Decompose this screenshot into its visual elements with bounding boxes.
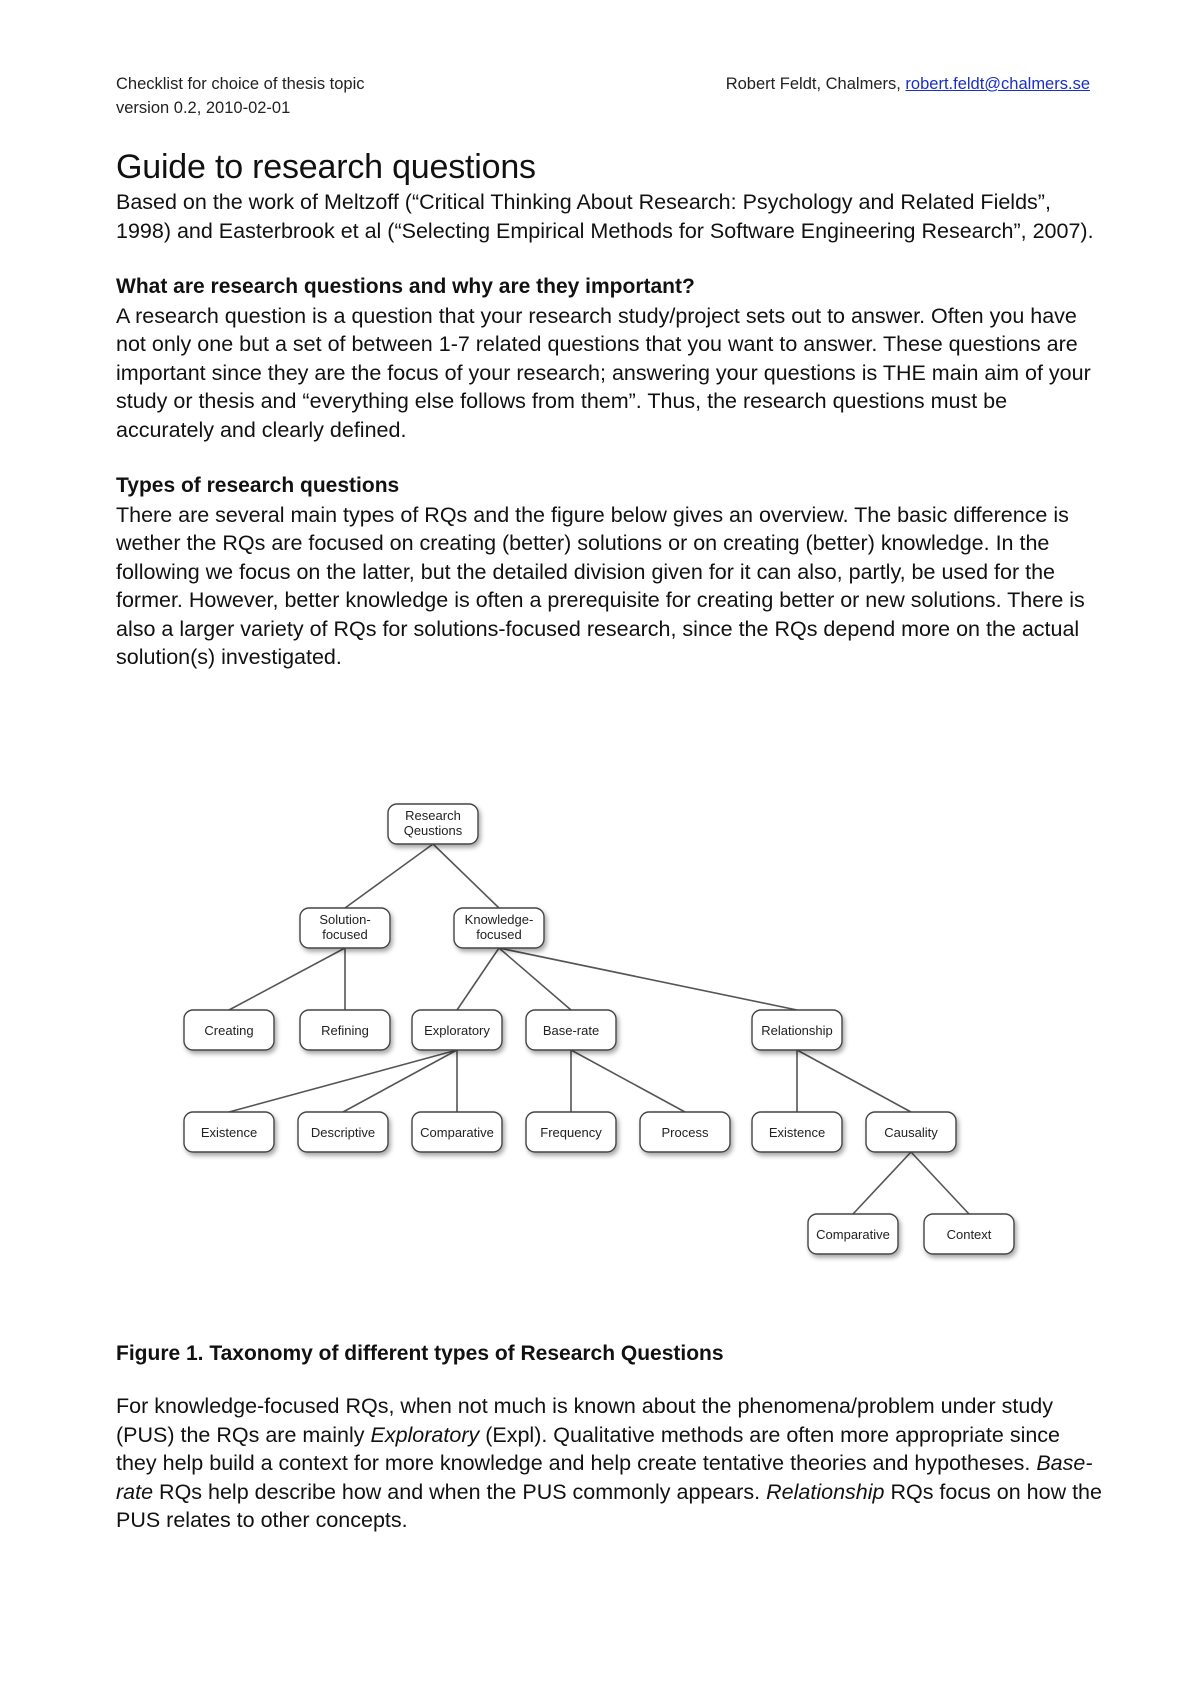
node-label: Descriptive bbox=[310, 1125, 376, 1140]
node-knowledge bbox=[454, 908, 544, 948]
node-refining bbox=[300, 1010, 390, 1050]
page-title: Guide to research questions bbox=[116, 148, 536, 186]
author-email-link[interactable]: robert.feldt@chalmers.se bbox=[905, 75, 1090, 93]
edge-knowledge-relationship bbox=[499, 948, 797, 1010]
node-context bbox=[924, 1214, 1014, 1254]
node-label: Research bbox=[405, 808, 461, 823]
node-label: Qeustions bbox=[403, 823, 463, 838]
node-label: Existence bbox=[200, 1125, 258, 1140]
node-label: Frequency bbox=[540, 1125, 602, 1140]
section-body-types: There are several main types of RQs and the figure below gives an overview. The basic difference is wether the RQs are focused on creating (better) solutions or on creating (better) knowledge. In the following we focus on the latter, but the detailed division given for it can also, partly, be used for the former. However, better knowledge is often a prerequisite for creating better or new solutions. There is also a larger variety of RQs for solutions-focused research, since the RQs depend more on the actual solution(s) investigated. bbox=[116, 502, 1085, 669]
figure-caption: Figure 1. Taxonomy of different types of Research Questions bbox=[116, 1342, 724, 1365]
edge-causality-comparative2 bbox=[853, 1152, 911, 1214]
node-comparative1 bbox=[412, 1112, 502, 1152]
rq-taxonomy-diagram bbox=[140, 768, 1080, 1298]
edge-baserate-process bbox=[571, 1050, 685, 1112]
term-relationship: Relationship bbox=[766, 1479, 885, 1504]
text-run: (Expl). Qualitative methods are often more appropriate since they help build a context for more knowledge and help create tentative theories and hypotheses. bbox=[116, 1422, 1061, 1475]
intro-paragraph: Based on the work of Meltzoff (“Critical Thinking About Research: Psychology and Related Fields”, 1998) and Easterbrook et al (“Selecting Empirical Methods for Software Engineering Research”, 2007). bbox=[116, 190, 1094, 243]
page-header-right bbox=[726, 72, 1090, 96]
edge-solution-creating bbox=[229, 948, 345, 1010]
edge-exploratory-existence1 bbox=[229, 1050, 457, 1112]
node-relationship bbox=[752, 1010, 842, 1050]
edge-exploratory-descriptive bbox=[343, 1050, 457, 1112]
term-base-rate: Base-rate bbox=[116, 1451, 1093, 1504]
knowledge-paragraph bbox=[116, 1392, 1106, 1535]
author: Robert Feldt, Chalmers, bbox=[725, 75, 906, 93]
node-label: Process bbox=[661, 1125, 709, 1140]
node-existence1 bbox=[184, 1112, 274, 1152]
edge-knowledge-exploratory bbox=[457, 948, 499, 1010]
doc-title: Checklist for choice of thesis topic bbox=[116, 75, 365, 93]
node-label: Context bbox=[946, 1227, 992, 1242]
node-label: focused bbox=[476, 927, 522, 942]
node-label: Creating bbox=[204, 1023, 254, 1038]
edge-knowledge-baserate bbox=[499, 948, 571, 1010]
edge-causality-context bbox=[911, 1152, 969, 1214]
diagram-svg bbox=[140, 768, 1080, 1298]
doc-version: version 0.2, 2010-02-01 bbox=[116, 99, 291, 117]
node-frequency bbox=[526, 1112, 616, 1152]
edge-relationship-causality bbox=[797, 1050, 911, 1112]
text-run: RQs help describe how and when the PUS commonly appears. bbox=[153, 1479, 767, 1504]
diagram-nodes bbox=[184, 804, 1014, 1254]
edge-root-solution bbox=[345, 844, 433, 908]
term-exploratory: Exploratory bbox=[370, 1422, 480, 1447]
node-exploratory bbox=[412, 1010, 502, 1050]
section-body-what: A research question is a question that your research study/project sets out to answer. Often you have not only one but a set of between 1-7 related questions that you want to answer. These questions are important since they are the focus of your research; answering your questions is THE main aim of your study or thesis and “everything else follows from them”. Thus, the research questions must be accurately and clearly defined. bbox=[116, 303, 1091, 442]
page-header-left bbox=[116, 72, 365, 120]
edge-root-knowledge bbox=[433, 844, 499, 908]
section-heading-types: Types of research questions bbox=[116, 474, 400, 497]
node-label: Existence bbox=[768, 1125, 826, 1140]
node-label: Knowledge- bbox=[464, 912, 534, 927]
node-label: Relationship bbox=[761, 1023, 833, 1038]
node-label: Causality bbox=[884, 1125, 938, 1140]
section-heading-what: What are research questions and why are they important? bbox=[116, 275, 695, 298]
node-root bbox=[388, 804, 478, 844]
node-label: Exploratory bbox=[424, 1023, 490, 1038]
text-run: For knowledge-focused RQs, when not much is known about the phenomena/problem under study (PUS) the RQs are mainly bbox=[116, 1394, 1053, 1447]
node-label: Solution- bbox=[319, 912, 371, 927]
node-label: focused bbox=[322, 927, 368, 942]
node-causality bbox=[866, 1112, 956, 1152]
text-run: RQs focus on how the PUS relates to other concepts. bbox=[116, 1479, 1102, 1532]
node-baserate bbox=[526, 1010, 616, 1050]
section-body-knowledge bbox=[116, 1392, 1106, 1535]
node-label: Comparative bbox=[816, 1227, 890, 1242]
node-process bbox=[640, 1112, 730, 1152]
node-existence2 bbox=[752, 1112, 842, 1152]
node-label: Base-rate bbox=[542, 1023, 600, 1038]
node-label: Comparative bbox=[420, 1125, 494, 1140]
node-comparative2 bbox=[808, 1214, 898, 1254]
node-creating bbox=[184, 1010, 274, 1050]
node-solution bbox=[300, 908, 390, 948]
node-label: Refining bbox=[321, 1023, 369, 1038]
main-content bbox=[116, 146, 1106, 672]
node-descriptive bbox=[298, 1112, 388, 1152]
